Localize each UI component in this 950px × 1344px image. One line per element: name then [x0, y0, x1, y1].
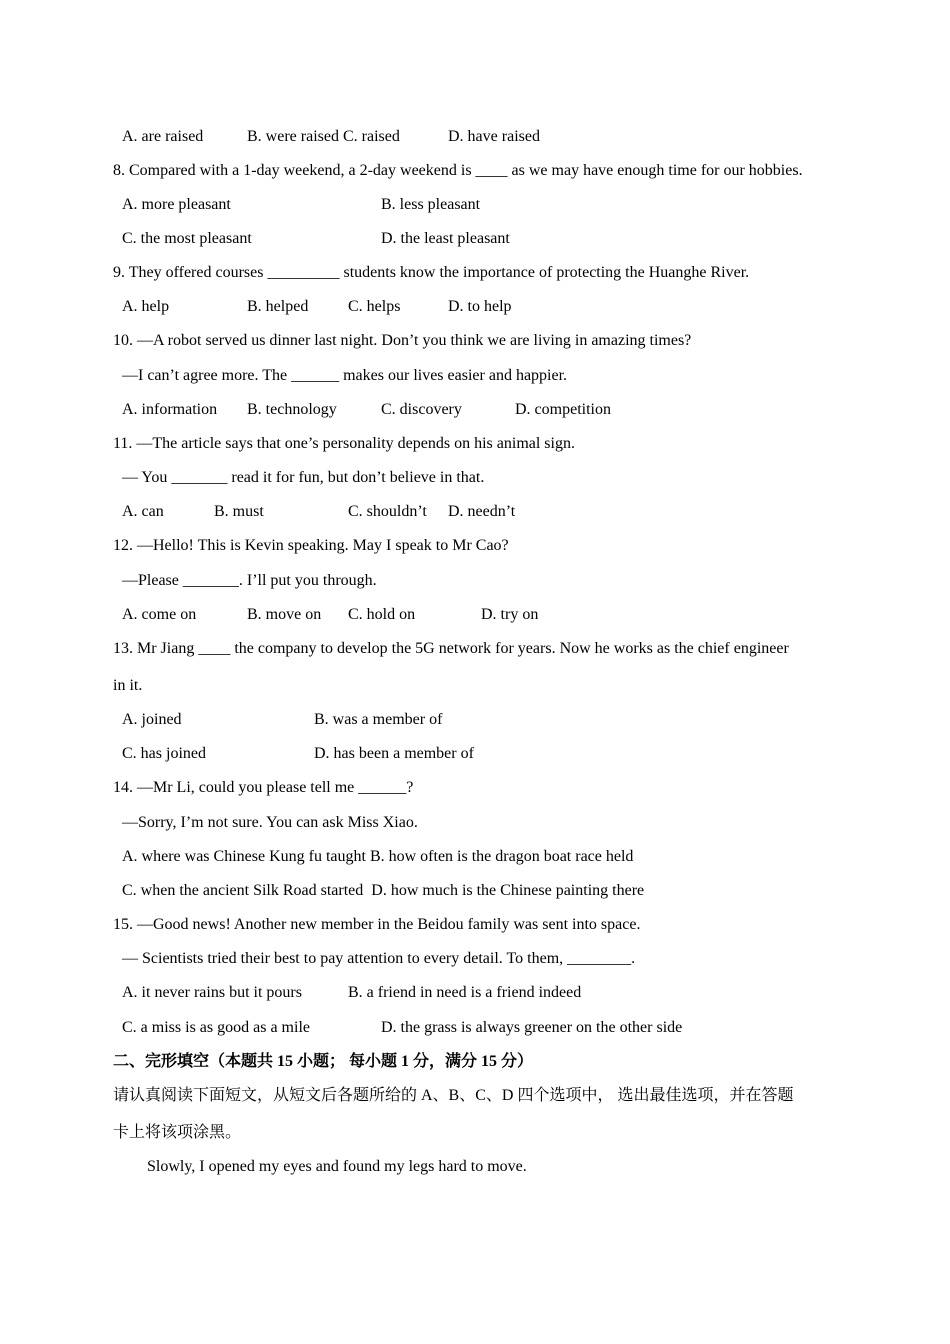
text-line-11-2: C. shouldn’t — [348, 503, 427, 520]
text-line-22-0: C. when the ancient Silk Road started D. how much is the Chinese painting there — [122, 882, 645, 899]
text-line-9-0: 11. —The article says that one’s personality depends on his animal sign. — [113, 435, 575, 452]
text-line-26-0: C. a miss is as good as a mile — [122, 1019, 310, 1036]
text-line-14-3: D. try on — [481, 606, 539, 623]
text-line-12-0: 12. —Hello! This is Kevin speaking. May I speak to Mr Cao? — [113, 537, 509, 554]
text-line-25-0: A. it never rains but it pours — [122, 984, 302, 1001]
text-line-20-0: —Sorry, I’m not sure. You can ask Miss Xiao. — [122, 814, 418, 831]
text-line-30-0: Slowly, I opened my eyes and found my legs hard to move. — [147, 1158, 527, 1175]
text-line-11-3: D. needn’t — [448, 503, 516, 520]
text-line-13-0: —Please _______. I’ll put you through. — [122, 572, 377, 589]
text-line-3-1: D. the least pleasant — [381, 230, 510, 247]
text-line-27-0: 二、完形填空（本题共 15 小题； 每小题 1 分，满分 15 分） — [113, 1053, 534, 1070]
text-line-8-1: B. technology — [247, 401, 337, 418]
text-line-14-2: C. hold on — [348, 606, 416, 623]
text-line-23-0: 15. —Good news! Another new member in the Beidou family was sent into space. — [113, 916, 641, 933]
text-line-28-0: 请认真阅读下面短文，从短文后各题所给的 A、B、C、D 四个选项中， 选出最佳选项，并在答题 — [113, 1087, 794, 1104]
text-line-1-0: 8. Compared with a 1-day weekend, a 2-day weekend is ____ as we may have enough time for our hobbies. — [113, 162, 803, 179]
text-line-14-1: B. move on — [247, 606, 322, 623]
text-line-0-1: B. were raised C. raised — [247, 128, 400, 145]
text-line-10-0: — You _______ read it for fun, but don’t believe in that. — [122, 469, 485, 486]
text-line-0-0: A. are raised — [122, 128, 204, 145]
text-line-19-0: 14. —Mr Li, could you please tell me ______? — [113, 779, 414, 796]
text-line-5-3: D. to help — [448, 298, 512, 315]
text-line-17-1: B. was a member of — [314, 711, 443, 728]
text-line-0-2: D. have raised — [448, 128, 540, 145]
text-line-11-1: B. must — [214, 503, 264, 520]
text-line-8-0: A. information — [122, 401, 218, 418]
text-line-24-0: — Scientists tried their best to pay attention to every detail. To them, ________. — [122, 950, 636, 967]
text-line-8-3: D. competition — [515, 401, 611, 418]
text-line-4-0: 9. They offered courses _________ students know the importance of protecting the Huanghe River. — [113, 264, 750, 281]
text-line-2-1: B. less pleasant — [381, 196, 481, 213]
text-line-29-0: 卡上将该项涂黑。 — [113, 1124, 242, 1141]
text-line-21-0: A. where was Chinese Kung fu taught B. how often is the dragon boat race held — [122, 848, 634, 865]
text-line-14-0: A. come on — [122, 606, 197, 623]
text-line-26-1: D. the grass is always greener on the other side — [381, 1019, 683, 1036]
text-line-17-0: A. joined — [122, 711, 182, 728]
text-line-25-1: B. a friend in need is a friend indeed — [348, 984, 582, 1001]
text-line-5-2: C. helps — [348, 298, 401, 315]
text-line-18-0: C. has joined — [122, 745, 206, 762]
text-line-8-2: C. discovery — [381, 401, 462, 418]
text-line-5-0: A. help — [122, 298, 170, 315]
text-line-7-0: —I can’t agree more. The ______ makes our lives easier and happier. — [122, 367, 568, 384]
text-line-5-1: B. helped — [247, 298, 309, 315]
text-line-16-0: in it. — [113, 677, 143, 694]
text-line-15-0: 13. Mr Jiang ____ the company to develop the 5G network for years. Now he works as the chief engineer — [113, 640, 789, 657]
text-line-2-0: A. more pleasant — [122, 196, 231, 213]
text-line-18-1: D. has been a member of — [314, 745, 474, 762]
text-line-6-0: 10. —A robot served us dinner last night. Don’t you think we are living in amazing times? — [113, 332, 692, 349]
text-line-11-0: A. can — [122, 503, 164, 520]
text-line-3-0: C. the most pleasant — [122, 230, 252, 247]
